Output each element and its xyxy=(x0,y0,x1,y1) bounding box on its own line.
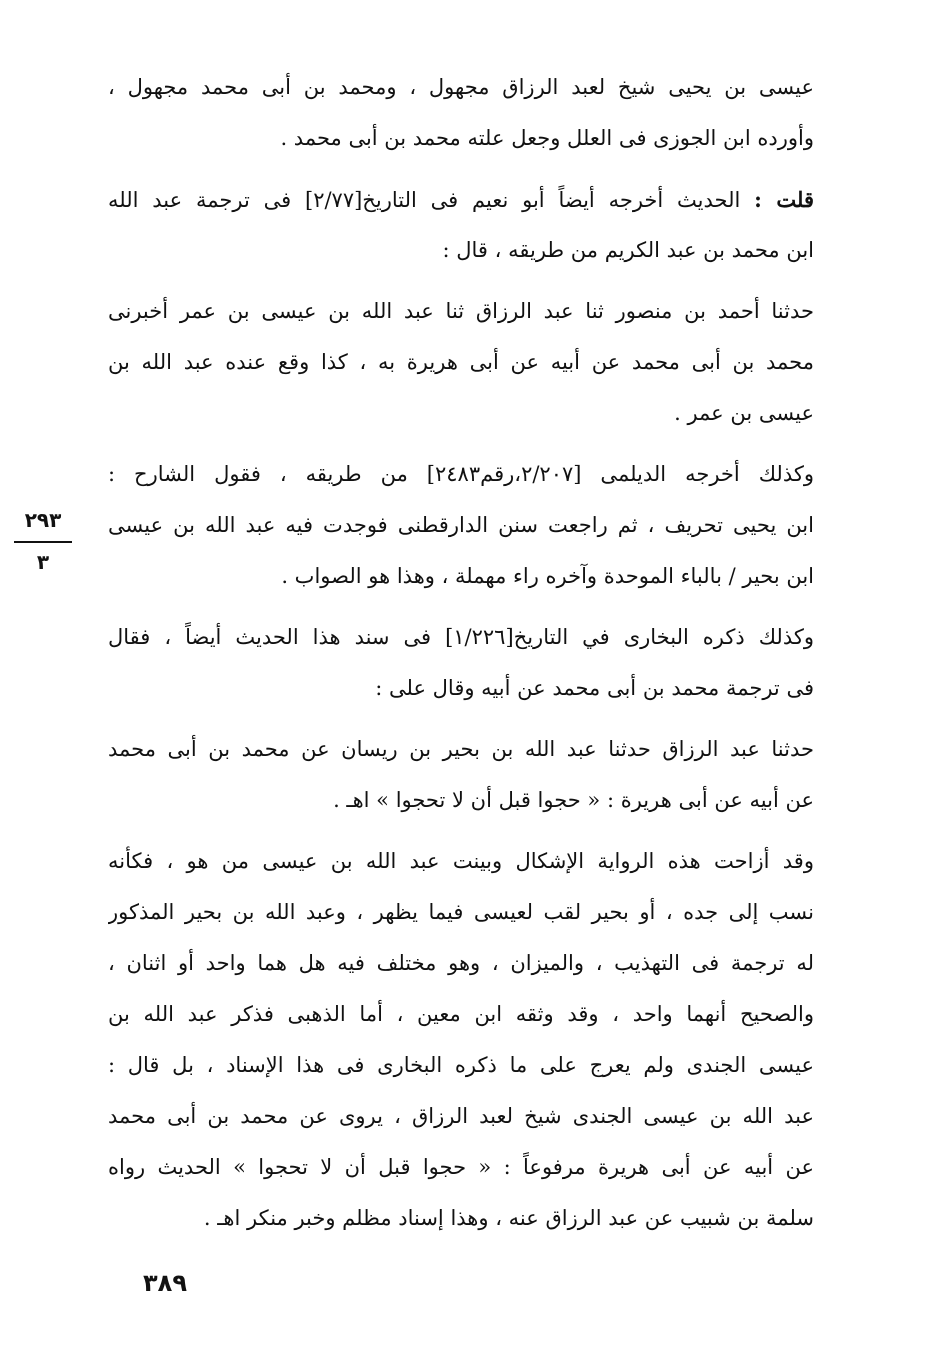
paragraph-6 xyxy=(108,724,814,826)
paragraph-1 xyxy=(108,62,814,164)
paragraph-2 xyxy=(108,174,814,276)
text-line-rest: الحديث أخرجه أيضاً أبو نعيم فى التاريخ[٢/٧٧] فى ترجمة عبد الله xyxy=(108,188,741,212)
text-line: ابن يحيى تحريف ، ثم راجعت سنن الدارقطنى فوجدت فيه عبد الله بن عيسى xyxy=(108,513,814,537)
text-line: وقد أزاحت هذه الرواية الإشكال وبينت عبد الله بن عيسى من هو ، فكأنه xyxy=(108,849,814,873)
paragraph-5 xyxy=(108,612,814,714)
margin-reference-top: ٢٩٣ xyxy=(24,508,62,532)
text-line: عن أبيه عن أبى هريرة : « حجوا قبل أن لا تحجوا » اهـ . xyxy=(333,788,814,812)
text-line: حدثنا عبد الرزاق حدثنا عبد الله بن بحير بن ريسان عن محمد بن أبى محمد xyxy=(108,737,814,761)
margin-reference-divider xyxy=(14,541,72,543)
paragraph-4 xyxy=(108,449,814,602)
text-line: عيسى بن يحيى شيخ لعبد الرزاق مجهول ، ومحمد بن أبى محمد مجهول ، xyxy=(108,75,814,99)
margin-reference-bottom: ٣ xyxy=(36,550,50,574)
text-line: وكذلك أخرجه الديلمى [٢/٢٠٧،رقم٢٤٨٣] من طريقه ، فقول الشارح : xyxy=(108,462,814,486)
text-line: عيسى الجندى ولم يعرج على ما ذكره البخارى فى هذا الإسناد ، بل قال : xyxy=(108,1053,814,1077)
paragraph-7 xyxy=(108,836,814,1244)
text-line: عبد الله بن عيسى الجندى شيخ لعبد الرزاق ، يروى عن محمد بن أبى محمد xyxy=(108,1104,814,1128)
text-line: فى ترجمة محمد بن أبى محمد عن أبيه وقال على : xyxy=(375,676,814,700)
text-line: له ترجمة فى التهذيب ، والميزان ، وهو مختلف فيه هل هما واحد أو اثنان ، xyxy=(108,951,814,975)
lead-word: قلت : xyxy=(754,187,814,212)
text-line xyxy=(108,174,814,225)
text-line: ابن محمد بن عبد الكريم من طريقه ، قال : xyxy=(442,238,814,262)
text-line: وكذلك ذكره البخارى في التاريخ[١/٢٢٦] فى سند هذا الحديث أيضاً ، فقال xyxy=(108,625,814,649)
page-number: ٣٨٩ xyxy=(143,1269,187,1297)
text-line: حدثنا أحمد بن منصور ثنا عبد الرزاق ثنا عبد الله بن عيسى بن عمر أخبرنى xyxy=(108,299,814,323)
text-line: ابن بحير / بالباء الموحدة وآخره راء مهملة ، وهذا هو الصواب . xyxy=(281,564,814,588)
text-line: عن أبيه عن أبى هريرة مرفوعاً : « حجوا قبل أن لا تحجوا » الحديث رواه xyxy=(108,1155,814,1179)
text-line: عيسى بن عمر . xyxy=(674,401,814,425)
margin-reference xyxy=(14,505,72,577)
paragraph-3 xyxy=(108,286,814,439)
body-text xyxy=(108,62,814,1254)
text-line: والصحيح أنهما واحد ، وقد وثقه ابن معين ، أما الذهبى فذكر عبد الله بن xyxy=(108,1002,814,1026)
text-line: نسب إلى جده ، أو بحير لقب لعيسى فيما يظهر ، وعبد الله بن بحير المذكور xyxy=(108,900,814,924)
text-line: محمد بن أبى محمد عن أبيه عن أبى هريرة به ، كذا وقع عنده عبد الله بن xyxy=(108,350,814,374)
text-line: وأورده ابن الجوزى فى العلل وجعل علته محمد بن أبى محمد . xyxy=(280,126,814,150)
text-line: سلمة بن شبيب عن عبد الرزاق عنه ، وهذا إسناد مظلم وخبر منكر اهـ . xyxy=(203,1206,814,1230)
